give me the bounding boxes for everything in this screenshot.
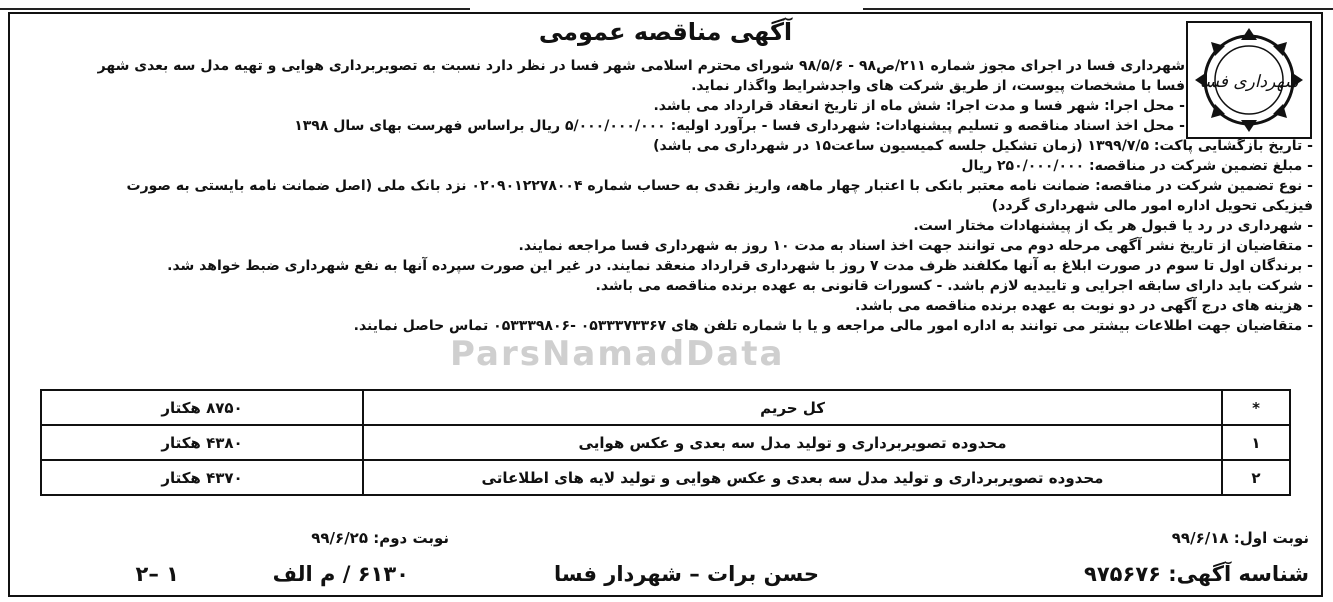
row-description: کل حریم <box>363 390 1222 425</box>
signer: حسن برات – شهردار فسا <box>553 562 819 586</box>
scope-table <box>40 389 1291 496</box>
body-line: فیزیکی تحویل اداره امور مالی شهرداری گردد) <box>991 198 1313 214</box>
top-left-rule <box>0 0 470 10</box>
row-number: ۱ <box>1222 425 1290 460</box>
body-line: - محل اجرا: شهر فسا و مدت اجرا: شش ماه از تاریخ انعقاد قرارداد می باشد. <box>653 98 1185 114</box>
body-line: - متقاضیان از تاریخ نشر آگهی مرحله دوم می توانند جهت اخذ اسناد به مدت ۱۰ روز به شهرداری فسا مراجعه نمایند. <box>518 238 1313 254</box>
first-round: نوبت اول: ۹۹/۶/۱۸ <box>1171 529 1309 547</box>
row-description: محدوده تصویربرداری و تولید مدل سه بعدی و عکس هوایی و تولید لایه های اطلاعاتی <box>363 460 1222 495</box>
row-area: ۴۳۷۰ هکتار <box>41 460 363 495</box>
row-area: ۴۳۸۰ هکتار <box>41 425 363 460</box>
row-description: محدوده تصویربرداری و تولید مدل سه بعدی و عکس هوایی <box>363 425 1222 460</box>
table-row <box>41 390 1290 425</box>
row-number: ۲ <box>1222 460 1290 495</box>
ad-id: شناسه آگهی: ۹۷۵۶۷۶ <box>1084 562 1309 586</box>
page-number: ۱ –۲ <box>135 562 179 586</box>
ad-code: ۶۱۳۰ / م الف <box>272 562 409 586</box>
row-number: * <box>1222 390 1290 425</box>
notice-title: آگهی مناقصه عمومی <box>538 18 793 46</box>
body-line: - مبلغ تضمین شرکت در مناقصه: ۲۵۰/۰۰۰/۰۰۰ ریال <box>961 158 1313 174</box>
body-line: - شرکت باید دارای سابقه اجرایی و تاییدیه لازم باشد. - کسورات قانونی به عهده برنده مناقصه می باشد. <box>595 278 1313 294</box>
body-line: - متقاضیان جهت اطلاعات بیشتر می توانند به اداره امور مالی مراجعه و یا با شماره تلفن های ۰۵۳۳۳۷۳۳۶۷ -۰۵۳۳۳۹۸۰۶ تماس حاصل نمایند. <box>353 318 1313 334</box>
body-line: شهرداری فسا در اجرای مجوز شماره ۲۱۱/ص۹۸ - ۹۸/۵/۶ شورای محترم اسلامی شهر فسا در نظر دارد نسبت به تصویربرداری هوایی و تهیه مدل سه بعدی شهر <box>97 58 1185 74</box>
svg-text:شهرداری فسا: شهرداری فسا <box>1199 72 1299 92</box>
tender-notice <box>8 12 1323 597</box>
watermark: ParsNamadData <box>450 334 785 374</box>
body-line: - برندگان اول تا سوم در صورت ابلاغ به آنها مکلفند ظرف مدت ۷ روز با شهرداری قرارداد منعقد نمایند. در غیر این صورت سپرده آنها به نفع شهرداری ضبط خواهد شد. <box>167 258 1313 274</box>
top-right-rule <box>863 0 1333 10</box>
notice-body <box>18 56 1313 336</box>
body-line: فسا با مشخصات پیوست، از طریق شرکت های واجدشرایط واگذار نماید. <box>691 78 1185 94</box>
body-line: - نوع تضمین شرکت در مناقصه: ضمانت نامه معتبر بانکی با اعتبار چهار ماهه، واریز نقدی به حساب شماره ۰۲۰۹۰۱۲۲۷۸۰۰۴ نزد بانک ملی (اصل ضمانت نامه بایستی به صورت <box>126 178 1313 194</box>
body-line: - محل اخذ اسناد مناقصه و تسلیم پیشنهادات: شهرداری فسا - برآورد اولیه: ۵/۰۰۰/۰۰۰/۰۰۰ ریال براساس فهرست بهای سال ۱۳۹۸ <box>294 118 1185 134</box>
body-line: - شهرداری در رد یا قبول هر یک از پیشنهادات مختار است. <box>913 218 1313 234</box>
body-line: - هزینه های درج آگهی در دو نوبت به عهده برنده مناقصه می باشد. <box>855 298 1313 314</box>
table-row <box>41 460 1290 495</box>
second-round: نوبت دوم: ۹۹/۶/۲۵ <box>311 529 449 547</box>
body-line: - تاریخ بازگشایی پاکت: ۱۳۹۹/۷/۵ (زمان تشکیل جلسه کمیسیون ساعت۱۵ در شهرداری می باشد) <box>653 138 1313 154</box>
row-area: ۸۷۵۰ هکتار <box>41 390 363 425</box>
table-row <box>41 425 1290 460</box>
